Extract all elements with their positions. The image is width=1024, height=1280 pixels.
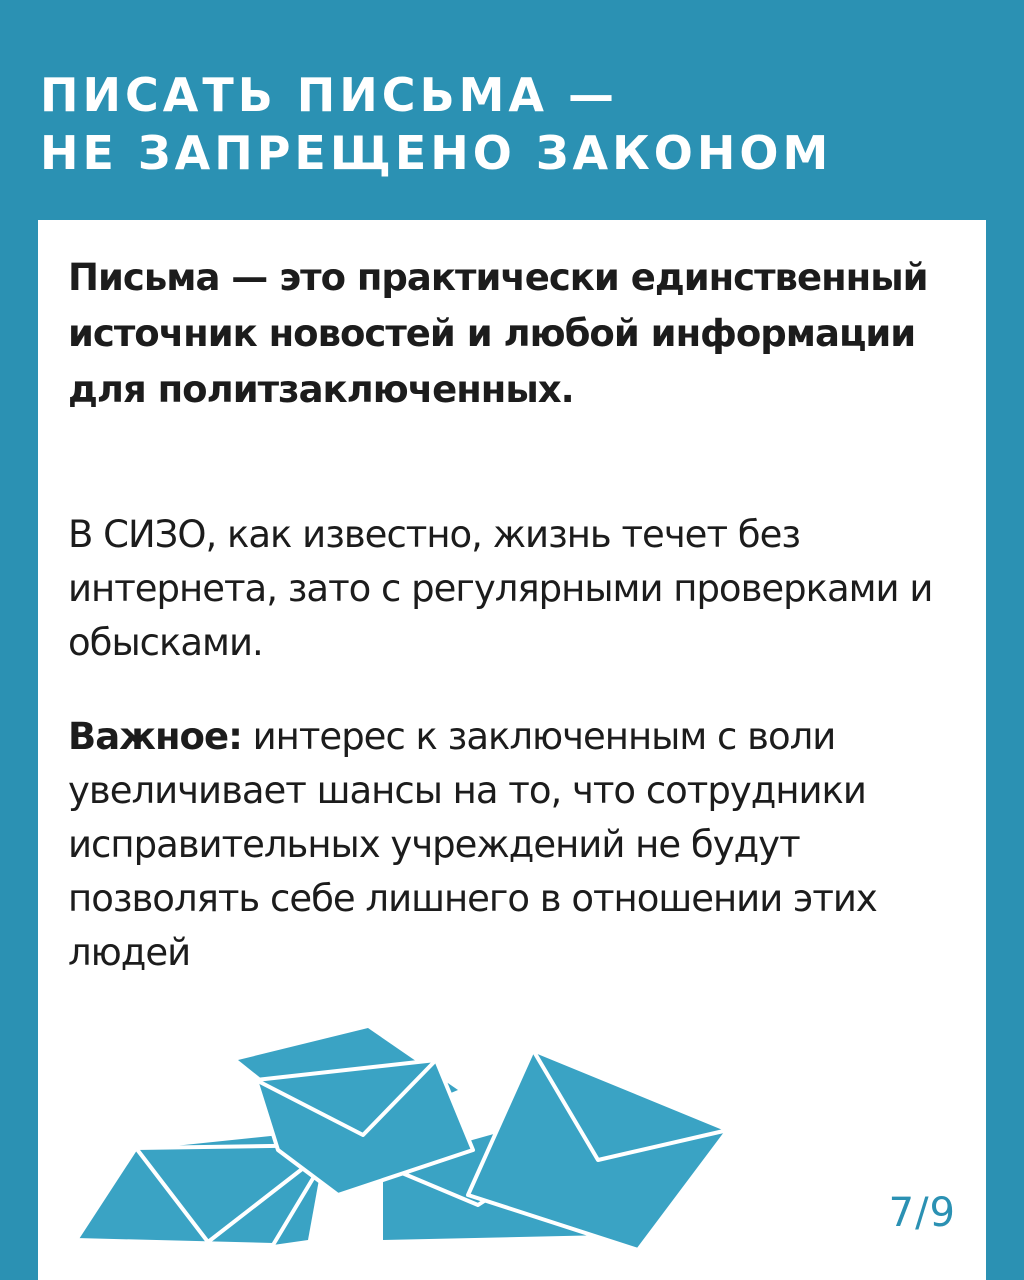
envelopes-illustration (38, 1000, 986, 1280)
important-text: интерес к заключенным с воли увеличивает шансы на то, что сотрудники исправительных учреждений не будут позволять себе лишнего в отношении этих людей (68, 715, 877, 974)
page-counter: 7/9 (888, 1190, 956, 1236)
page-title (40, 66, 832, 182)
page-title-line-2: НЕ ЗАПРЕЩЕНО ЗАКОНОМ (40, 126, 833, 180)
paragraph-sizo: В СИЗО, как известно, жизнь течет без интернета, зато с регулярными проверками и обысками. (68, 513, 933, 664)
paragraph-important (68, 710, 958, 980)
important-label: Важное: (68, 715, 242, 758)
content-card (38, 220, 986, 1280)
lead-paragraph: Письма — это практически единственный источник новостей и любой информации для политзаключенных. (68, 256, 928, 411)
page-title-line-1: ПИСАТЬ ПИСЬМА — (40, 68, 619, 122)
